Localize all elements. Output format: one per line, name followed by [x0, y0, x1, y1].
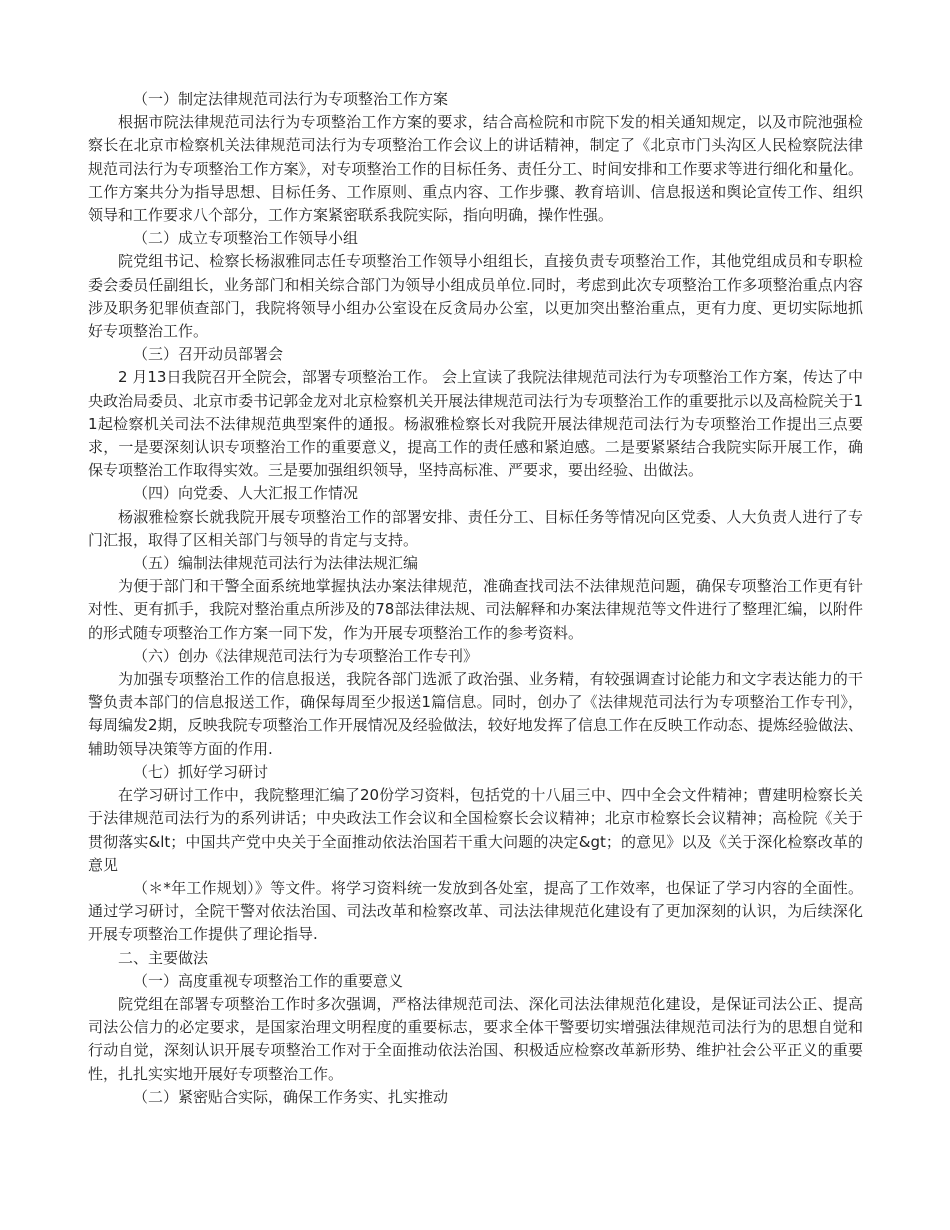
body-paragraph: 根据市院法律规范司法行为专项整治工作方案的要求，结合高检院和市院下发的相关通知规定，以及市院池强检察长在北京市检察机关法律规范司法行为专项整治工作会议上的讲话精神，制定了《北京市门头沟区人民检察院法律规范司法行为专项整治工作方案》，对专项整治工作的目标任务、责任分工、时间安排和工作要求等进行细化和量化。工作方案共分为指导思想、目标任务、工作原则、重点内容、工作步骤、教育培训、信息报送和舆论宣传工作、组织领导和工作要求八个部分，工作方案紧密联系我院实际，指向明确，操作性强。: [88, 113, 863, 225]
continuation-paragraph: （＊*年工作规划）》等文件。将学习资料统一发放到各处室，提高了工作效率，也保证了学习内容的全面性。通过学习研讨，全院干警对依法治国、司法改革和检察改革、司法法律规范化建设有了更加深刻的认识，为后续深化开展专项整治工作提供了理论指导.: [88, 878, 863, 944]
section-heading: （五）编制法律规范司法行为法律法规汇编: [133, 554, 419, 573]
body-paragraph: 2 月13日我院召开全院会，部署专项整治工作。 会上宣读了我院法律规范司法行为专项整治工作方案，传达了中央政治局委员、北京市委书记郭金龙对北京检察机关开展法律规范司法行为专项整治工作的重要批示以及高检院关于11起检察机关司法不法律规范典型案件的通报。杨淑雅检察长对我院开展法律规范司法行为专项整治工作提出三点要求，一是要深刻认识专项整治工作的重要意义，提高工作的责任感和紧迫感。二是要紧紧结合我院实际开展工作，确保专项整治工作取得实效。三是要加强组织领导，坚持高标准、严要求，要出经验、出做法。: [88, 368, 863, 480]
section-heading: （七）抓好学习研讨: [133, 762, 269, 781]
section-heading: （四）向党委、人大汇报工作情况: [133, 484, 359, 503]
body-paragraph: 院党组书记、检察长杨淑雅同志任专项整治工作领导小组组长，直接负责专项整治工作，其他党组成员和专职检委会委员任副组长，业务部门和相关综合部门为领导小组成员单位.同时，考虑到此次专项整治工作多项整治重点内容涉及职务犯罪侦查部门，我院将领导小组办公室设在反贪局办公室，以更加突出整治重点，更有力度、更切实际地抓好专项整治工作。: [88, 252, 863, 341]
body-paragraph: 为便于部门和干警全面系统地掌握执法办案法律规范，准确查找司法不法律规范问题，确保专项整治工作更有针对性、更有抓手，我院对整治重点所涉及的78部法律法规、司法解释和办案法律规范等文件进行了整理汇编，以附件的形式随专项整治工作方案一同下发，作为开展专项整治工作的参考资料。: [88, 577, 863, 642]
document-body: [88, 88, 863, 1109]
section-heading: （一）制定法律规范司法行为专项整治工作方案: [133, 90, 449, 108]
body-paragraph: 院党组在部署专项整治工作时多次强调，严格法律规范司法、深化司法法律规范化建设，是保证司法公正、提高司法公信力的必定要求，是国家治理文明程度的重要标志，要求全体干警要切实增强法律规范司法行为的思想自觉和行动自觉，深刻认识开展专项整治工作对于全面推动依法治国、积极适应检察改革新形势、维护社会公平正义的重要性，扎扎实实地开展好专项整治工作。: [88, 994, 863, 1083]
section-heading: （一）高度重视专项整治工作的重要意义: [133, 971, 404, 990]
section-heading: （二）成立专项整治工作领导小组: [133, 229, 359, 248]
section-heading: （二）紧密贴合实际，确保工作务实、扎实推动: [133, 1087, 449, 1106]
section-heading: （三）召开动员部署会: [133, 345, 284, 364]
body-paragraph: 为加强专项整治工作的信息报送，我院各部门选派了政治强、业务精，有较强调查讨论能力和文字表达能力的干警负责本部门的信息报送工作，确保每周至少报送1篇信息。同时，创办了《法律规范司法行为专项整治工作专刊》，每周编发2期，反映我院专项整治工作开展情况及经验做法，较好地发挥了信息工作在反映工作动态、提炼经验做法、辅助领导决策等方面的作用.: [88, 670, 863, 758]
section-heading: （六）创办《法律规范司法行为专项整治工作专刊》: [133, 646, 479, 665]
body-paragraph: 在学习研讨工作中，我院整理汇编了20份学习资料，包括党的十八届三中、四中全会文件精神；曹建明检察长关于法律规范司法行为的系列讲话；中央政法工作会议和全国检察长会议精神；北京市检察长会议精神；高检院《关于贯彻落实&lt；中国共产党中央关于全面推动依法治国若干重大问题的决定&gt；的意见》以及《关于深化检察改革的意见: [88, 786, 863, 874]
body-paragraph: 杨淑雅检察长就我院开展专项整治工作的部署安排、责任分工、目标任务等情况向区党委、人大负责人进行了专门汇报，取得了区相关部门与领导的肯定与支持。: [88, 507, 863, 549]
chapter-heading: 二、主要做法: [118, 948, 209, 967]
